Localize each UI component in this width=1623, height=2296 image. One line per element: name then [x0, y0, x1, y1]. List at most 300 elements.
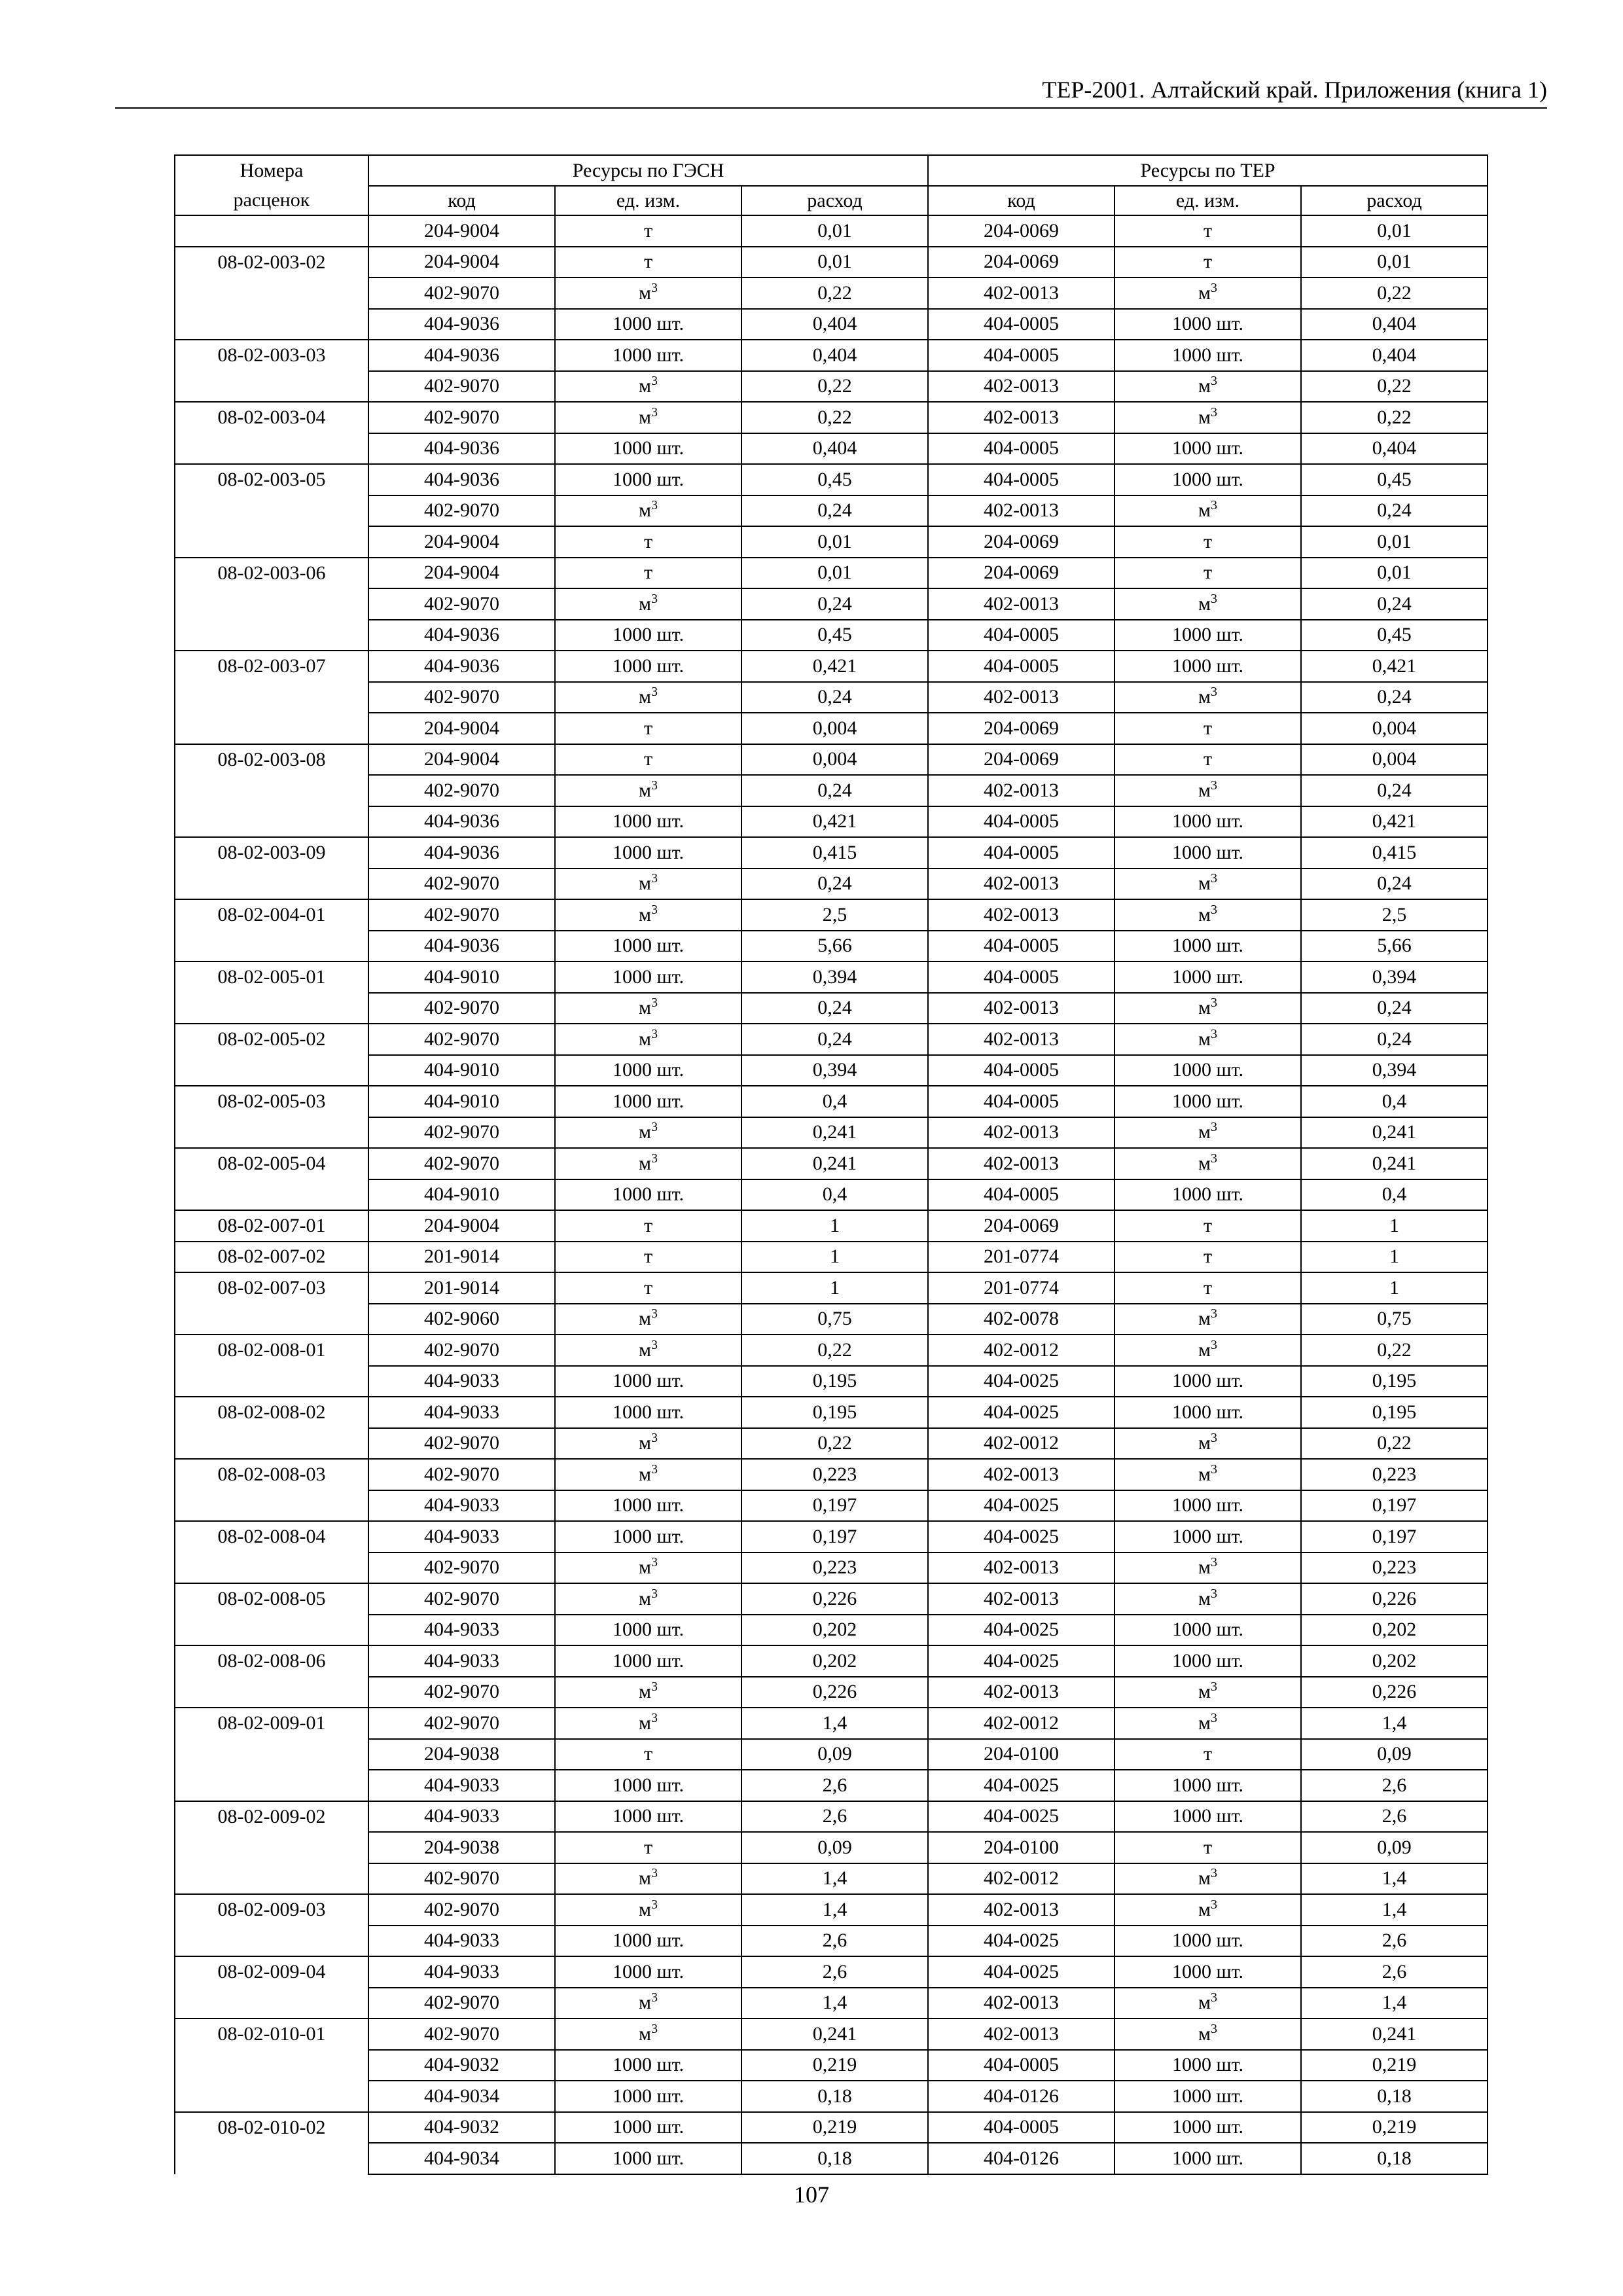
ter-unit-cell: $м^3$ [1115, 1583, 1301, 1615]
gesn-unit-cell: $м^3$ [555, 1583, 741, 1615]
gesn-code-cell: 404-9033 [368, 1770, 555, 1801]
gesn-unit-cell: 1000 шт. [555, 1801, 741, 1833]
ter-unit-cell: 1000 шт. [1115, 1179, 1301, 1211]
gesn-code-cell: 204-9038 [368, 1832, 555, 1863]
gesn-consumption-cell: 0,24 [741, 1024, 928, 1055]
ter-unit-cell: $м^3$ [1115, 2018, 1301, 2050]
rate-number-cell [175, 495, 368, 527]
ter-consumption-cell: 1,4 [1301, 1894, 1488, 1926]
ter-unit-cell: т [1115, 1832, 1301, 1863]
table-row [175, 1397, 1488, 1428]
gesn-code-cell: 404-9036 [368, 806, 555, 838]
gesn-unit-cell: $м^3$ [555, 775, 741, 806]
ter-unit-cell: $м^3$ [1115, 588, 1301, 620]
rate-number-cell [175, 775, 368, 806]
gesn-consumption-cell: 1,4 [741, 1894, 928, 1926]
ter-consumption-cell: 0,202 [1301, 1645, 1488, 1677]
table-row [175, 2112, 1488, 2144]
ter-consumption-cell: 1,4 [1301, 1988, 1488, 2019]
ter-consumption-cell: 0,24 [1301, 495, 1488, 527]
gesn-consumption-cell: 2,5 [741, 899, 928, 931]
table-row [175, 1148, 1488, 1179]
gesn-unit-header: ед. изм. [555, 186, 741, 215]
ter-code-cell: 402-0013 [928, 1677, 1115, 1708]
gesn-unit-cell: $м^3$ [555, 1024, 741, 1055]
ter-code-cell: 404-0005 [928, 651, 1115, 682]
gesn-unit-cell: $м^3$ [555, 278, 741, 309]
ter-unit-cell: 1000 шт. [1115, 1086, 1301, 1117]
gesn-consumption-cell: 0,394 [741, 1055, 928, 1086]
gesn-consumption-cell: 0,09 [741, 1739, 928, 1770]
ter-code-cell: 204-0069 [928, 247, 1115, 278]
ter-code-cell: 404-0126 [928, 2081, 1115, 2112]
rate-number-cell [175, 588, 368, 620]
gesn-consumption-cell: 0,219 [741, 2050, 928, 2081]
ter-unit-cell: т [1115, 1210, 1301, 1242]
gesn-consumption-cell: 0,22 [741, 1335, 928, 1366]
gesn-consumption-cell: 0,241 [741, 1148, 928, 1179]
gesn-unit-cell: 1000 шт. [555, 1055, 741, 1086]
gesn-consumption-cell: 0,01 [741, 526, 928, 558]
rate-number-cell [175, 1428, 368, 1460]
ter-consumption-cell: 0,219 [1301, 2112, 1488, 2144]
ter-code-cell: 402-0013 [928, 1583, 1115, 1615]
table-body [175, 215, 1488, 2174]
table-row [175, 931, 1488, 962]
gesn-code-cell: 204-9004 [368, 713, 555, 744]
page-number: 107 [794, 2181, 829, 2208]
rate-number-cell [175, 1117, 368, 1149]
table-row [175, 1335, 1488, 1366]
rate-number-cell [175, 309, 368, 340]
ter-unit-cell: $м^3$ [1115, 1024, 1301, 1055]
ter-consumption-cell: 1,4 [1301, 1863, 1488, 1895]
gesn-code-cell: 404-9010 [368, 961, 555, 993]
rate-number-cell [175, 2143, 368, 2174]
gesn-consumption-cell: 0,415 [741, 837, 928, 869]
ter-consumption-cell: 0,421 [1301, 651, 1488, 682]
ter-code-cell: 201-0774 [928, 1242, 1115, 1273]
gesn-consumption-cell: 0,223 [741, 1552, 928, 1584]
ter-unit-cell: 1000 шт. [1115, 1801, 1301, 1833]
table-row [175, 2143, 1488, 2174]
gesn-code-cell: 404-9034 [368, 2143, 555, 2174]
gesn-unit-cell: $м^3$ [555, 1863, 741, 1895]
ter-consumption-cell: 0,09 [1301, 1832, 1488, 1863]
table-header [175, 155, 1488, 215]
ter-code-cell: 404-0025 [928, 1615, 1115, 1646]
ter-consumption-cell: 0,01 [1301, 558, 1488, 589]
ter-unit-cell: $м^3$ [1115, 869, 1301, 900]
ter-consumption-cell: 2,6 [1301, 1770, 1488, 1801]
gesn-code-cell: 204-9038 [368, 1739, 555, 1770]
table-row [175, 1304, 1488, 1335]
table-row [175, 1894, 1488, 1926]
ter-consumption-cell: 0,22 [1301, 1428, 1488, 1460]
table-row [175, 215, 1488, 247]
gesn-code-cell: 204-9004 [368, 558, 555, 589]
gesn-code-cell: 404-9036 [368, 340, 555, 371]
gesn-unit-cell: 1000 шт. [555, 1366, 741, 1397]
rate-number-cell [175, 806, 368, 838]
gesn-code-cell: 402-9070 [368, 1024, 555, 1055]
gesn-consumption-cell: 5,66 [741, 931, 928, 962]
gesn-unit-cell: 1000 шт. [555, 433, 741, 465]
ter-unit-cell: 1000 шт. [1115, 961, 1301, 993]
ter-code-cell: 404-0005 [928, 2112, 1115, 2144]
rate-number-cell [175, 682, 368, 713]
ter-code-cell: 402-0012 [928, 1428, 1115, 1460]
gesn-consumption-cell: 0,24 [741, 682, 928, 713]
gesn-unit-cell: 1000 шт. [555, 1397, 741, 1428]
table-row [175, 340, 1488, 371]
gesn-code-cell: 402-9070 [368, 1148, 555, 1179]
gesn-code-cell: 404-9036 [368, 837, 555, 869]
ter-code-cell: 404-0025 [928, 1801, 1115, 1833]
ter-unit-cell: 1000 шт. [1115, 2050, 1301, 2081]
ter-unit-cell: 1000 шт. [1115, 1956, 1301, 1988]
ter-unit-cell: т [1115, 526, 1301, 558]
table-row [175, 1739, 1488, 1770]
gesn-unit-cell: $м^3$ [555, 899, 741, 931]
table-row [175, 620, 1488, 651]
table-row [175, 2050, 1488, 2081]
gesn-unit-cell: т [555, 526, 741, 558]
ter-consumption-cell: 0,404 [1301, 433, 1488, 465]
gesn-consumption-cell: 0,09 [741, 1832, 928, 1863]
table-row [175, 1086, 1488, 1117]
gesn-unit-cell: $м^3$ [555, 1459, 741, 1490]
gesn-consumption-cell: 0,4 [741, 1086, 928, 1117]
ter-unit-cell: $м^3$ [1115, 775, 1301, 806]
gesn-unit-cell: $м^3$ [555, 1428, 741, 1460]
ter-consumption-cell: 0,197 [1301, 1490, 1488, 1522]
gesn-consumption-cell: 0,22 [741, 371, 928, 403]
ter-consumption-cell: 5,66 [1301, 931, 1488, 962]
gesn-consumption-cell: 0,24 [741, 869, 928, 900]
ter-consumption-cell: 0,24 [1301, 775, 1488, 806]
gesn-unit-cell: т [555, 1272, 741, 1304]
rate-number-cell [175, 713, 368, 744]
table-row [175, 1770, 1488, 1801]
ter-consumption-cell: 0,195 [1301, 1366, 1488, 1397]
ter-code-cell: 402-0013 [928, 2018, 1115, 2050]
gesn-unit-cell: $м^3$ [555, 1148, 741, 1179]
ter-unit-cell: 1000 шт. [1115, 806, 1301, 838]
ter-consumption-cell: 0,24 [1301, 993, 1488, 1024]
table-row [175, 869, 1488, 900]
ter-unit-cell: $м^3$ [1115, 1304, 1301, 1335]
ter-code-cell: 404-0005 [928, 1055, 1115, 1086]
gesn-code-cell: 402-9060 [368, 1304, 555, 1335]
ter-consumption-cell: 0,22 [1301, 1335, 1488, 1366]
gesn-consumption-cell: 0,01 [741, 247, 928, 278]
ter-consumption-cell: 0,24 [1301, 1024, 1488, 1055]
gesn-code-cell: 402-9070 [368, 682, 555, 713]
ter-unit-cell: 1000 шт. [1115, 1615, 1301, 1646]
ter-consumption-cell: 0,404 [1301, 309, 1488, 340]
ter-consumption-cell: 0,197 [1301, 1521, 1488, 1552]
rate-number-cell [175, 620, 368, 651]
gesn-code-cell: 404-9036 [368, 433, 555, 465]
gesn-code-cell: 404-9036 [368, 931, 555, 962]
table-row [175, 1242, 1488, 1273]
rate-number-cell: 08-02-005-02 [175, 1024, 368, 1055]
gesn-code-header: код [368, 186, 555, 215]
gesn-unit-cell: 1000 шт. [555, 806, 741, 838]
table-row [175, 1988, 1488, 2019]
ter-unit-cell: $м^3$ [1115, 1863, 1301, 1895]
gesn-consumption-cell: 0,195 [741, 1366, 928, 1397]
ter-unit-cell: $м^3$ [1115, 1708, 1301, 1739]
gesn-unit-cell: 1000 шт. [555, 2050, 741, 2081]
gesn-code-cell: 404-9010 [368, 1086, 555, 1117]
rate-number-cell [175, 869, 368, 900]
gesn-consumption-cell: 0,4 [741, 1179, 928, 1211]
gesn-unit-cell: т [555, 713, 741, 744]
rate-number-cell: 08-02-007-02 [175, 1242, 368, 1273]
gesn-unit-cell: т [555, 558, 741, 589]
ter-code-cell: 402-0013 [928, 371, 1115, 403]
gesn-code-cell: 201-9014 [368, 1272, 555, 1304]
ter-consumption-cell: 1 [1301, 1210, 1488, 1242]
ter-code-cell: 404-0005 [928, 931, 1115, 962]
ter-consumption-cell: 0,75 [1301, 1304, 1488, 1335]
gesn-unit-cell: 1000 шт. [555, 1645, 741, 1677]
gesn-unit-cell: $м^3$ [555, 1708, 741, 1739]
rate-number-cell [175, 1304, 368, 1335]
ter-unit-cell: $м^3$ [1115, 993, 1301, 1024]
gesn-code-cell: 402-9070 [368, 1708, 555, 1739]
gesn-code-cell: 404-9033 [368, 1926, 555, 1957]
gesn-code-cell: 402-9070 [368, 1428, 555, 1460]
ter-resources-header: Ресурсы по ТЕР [928, 155, 1488, 186]
ter-code-cell: 402-0013 [928, 899, 1115, 931]
rate-number-cell [175, 1055, 368, 1086]
rate-number-cell: 08-02-008-06 [175, 1645, 368, 1677]
gesn-unit-cell: 1000 шт. [555, 1615, 741, 1646]
ter-unit-cell: 1000 шт. [1115, 1926, 1301, 1957]
gesn-unit-cell: 1000 шт. [555, 1956, 741, 1988]
gesn-unit-cell: т [555, 1210, 741, 1242]
ter-unit-cell: $м^3$ [1115, 1148, 1301, 1179]
gesn-code-cell: 404-9032 [368, 2050, 555, 2081]
gesn-code-cell: 402-9070 [368, 869, 555, 900]
rate-number-cell [175, 1739, 368, 1770]
table-row [175, 713, 1488, 744]
ter-consumption-cell: 0,22 [1301, 402, 1488, 433]
ter-consumption-cell: 0,223 [1301, 1459, 1488, 1490]
gesn-unit-cell: т [555, 247, 741, 278]
rate-number-cell: 08-02-009-03 [175, 1894, 368, 1926]
gesn-consumption-cell: 0,24 [741, 495, 928, 527]
ter-unit-cell: т [1115, 215, 1301, 247]
ter-consumption-cell: 2,6 [1301, 1956, 1488, 1988]
gesn-unit-cell: 1000 шт. [555, 651, 741, 682]
gesn-code-cell: 201-9014 [368, 1242, 555, 1273]
ter-code-cell: 404-0005 [928, 961, 1115, 993]
gesn-unit-cell: 1000 шт. [555, 837, 741, 869]
rate-number-cell: 08-02-005-01 [175, 961, 368, 993]
table-row [175, 588, 1488, 620]
ter-unit-cell: $м^3$ [1115, 1428, 1301, 1460]
rate-number-cell [175, 278, 368, 309]
ter-code-cell: 204-0100 [928, 1832, 1115, 1863]
ter-consumption-cell: 0,01 [1301, 215, 1488, 247]
gesn-consumption-cell: 0,202 [741, 1615, 928, 1646]
gesn-consumption-cell: 0,197 [741, 1490, 928, 1522]
header-row-groups [175, 155, 1488, 186]
document-title: ТЕР-2001. Алтайский край. Приложения (книга 1) [1042, 77, 1547, 103]
table-row [175, 775, 1488, 806]
ter-code-cell: 402-0012 [928, 1708, 1115, 1739]
gesn-code-cell: 402-9070 [368, 775, 555, 806]
gesn-unit-cell: 1000 шт. [555, 1521, 741, 1552]
gesn-consumption-cell: 0,241 [741, 2018, 928, 2050]
gesn-code-cell: 404-9036 [368, 464, 555, 495]
gesn-unit-cell: 1000 шт. [555, 2081, 741, 2112]
gesn-unit-cell: $м^3$ [555, 1988, 741, 2019]
ter-unit-cell: 1000 шт. [1115, 464, 1301, 495]
ter-unit-cell: 1000 шт. [1115, 2143, 1301, 2174]
ter-code-cell: 204-0069 [928, 215, 1115, 247]
gesn-code-cell: 404-9033 [368, 1397, 555, 1428]
ter-consumption-cell: 2,6 [1301, 1926, 1488, 1957]
ter-unit-cell: 1000 шт. [1115, 1770, 1301, 1801]
gesn-consumption-cell: 0,404 [741, 433, 928, 465]
gesn-unit-cell: $м^3$ [555, 1677, 741, 1708]
gesn-consumption-cell: 2,6 [741, 1801, 928, 1833]
table-row [175, 961, 1488, 993]
gesn-unit-cell: $м^3$ [555, 682, 741, 713]
ter-consumption-cell: 0,421 [1301, 806, 1488, 838]
gesn-unit-cell: $м^3$ [555, 1335, 741, 1366]
ter-unit-cell: $м^3$ [1115, 1459, 1301, 1490]
ter-consumption-cell: 0,4 [1301, 1179, 1488, 1211]
gesn-code-cell: 402-9070 [368, 402, 555, 433]
gesn-unit-cell: $м^3$ [555, 588, 741, 620]
gesn-consumption-cell: 0,24 [741, 993, 928, 1024]
rate-number-cell: 08-02-003-08 [175, 744, 368, 776]
rate-number-cell: 08-02-010-02 [175, 2112, 368, 2144]
table-row [175, 1055, 1488, 1086]
resources-table [174, 154, 1488, 2175]
ter-consumption-cell: 0,241 [1301, 1148, 1488, 1179]
gesn-unit-cell: $м^3$ [555, 1894, 741, 1926]
rate-number-cell [175, 931, 368, 962]
ter-unit-cell: $м^3$ [1115, 899, 1301, 931]
gesn-unit-cell: т [555, 1739, 741, 1770]
ter-unit-cell: 1000 шт. [1115, 340, 1301, 371]
ter-unit-cell: $м^3$ [1115, 402, 1301, 433]
rate-number-cell [175, 1366, 368, 1397]
gesn-unit-cell: $м^3$ [555, 402, 741, 433]
gesn-code-cell: 402-9070 [368, 278, 555, 309]
ter-unit-cell: 1000 шт. [1115, 620, 1301, 651]
ter-unit-cell: $м^3$ [1115, 371, 1301, 403]
ter-unit-cell: 1000 шт. [1115, 309, 1301, 340]
ter-consumption-cell: 0,22 [1301, 371, 1488, 403]
ter-code-cell: 204-0100 [928, 1739, 1115, 1770]
gesn-code-cell: 204-9004 [368, 247, 555, 278]
gesn-consumption-cell: 0,45 [741, 464, 928, 495]
table-row [175, 1459, 1488, 1490]
ter-code-cell: 404-0005 [928, 1086, 1115, 1117]
gesn-consumption-cell: 0,202 [741, 1645, 928, 1677]
ter-code-cell: 204-0069 [928, 526, 1115, 558]
gesn-consumption-cell: 1,4 [741, 1863, 928, 1895]
rate-numbers-header-line2: расценок [175, 186, 368, 215]
table-row [175, 993, 1488, 1024]
gesn-code-cell: 402-9070 [368, 1552, 555, 1584]
gesn-consumption-cell: 2,6 [741, 1926, 928, 1957]
ter-consumption-cell: 0,004 [1301, 713, 1488, 744]
ter-consumption-cell: 0,01 [1301, 247, 1488, 278]
table-row [175, 682, 1488, 713]
gesn-unit-cell: 1000 шт. [555, 961, 741, 993]
gesn-code-cell: 404-9036 [368, 620, 555, 651]
gesn-code-cell: 404-9010 [368, 1055, 555, 1086]
rate-number-cell: 08-02-003-03 [175, 340, 368, 371]
ter-code-cell: 402-0013 [928, 278, 1115, 309]
table-row [175, 806, 1488, 838]
gesn-consumption-cell: 0,404 [741, 340, 928, 371]
gesn-consumption-cell: 0,004 [741, 744, 928, 776]
ter-code-cell: 404-0025 [928, 1521, 1115, 1552]
rate-number-cell: 08-02-005-04 [175, 1148, 368, 1179]
gesn-code-cell: 402-9070 [368, 993, 555, 1024]
rate-number-cell [175, 993, 368, 1024]
gesn-consumption-cell: 2,6 [741, 1956, 928, 1988]
gesn-code-cell: 404-9036 [368, 309, 555, 340]
rate-number-cell [175, 1832, 368, 1863]
rate-number-cell: 08-02-008-03 [175, 1459, 368, 1490]
gesn-code-cell: 402-9070 [368, 1988, 555, 2019]
rate-number-cell: 08-02-003-05 [175, 464, 368, 495]
rate-number-cell: 08-02-009-04 [175, 1956, 368, 1988]
gesn-unit-cell: $м^3$ [555, 1304, 741, 1335]
ter-code-cell: 402-0013 [928, 775, 1115, 806]
table-row [175, 1708, 1488, 1739]
gesn-unit-cell: 1000 шт. [555, 309, 741, 340]
ter-code-cell: 402-0013 [928, 682, 1115, 713]
ter-consumption-cell: 0,223 [1301, 1552, 1488, 1584]
ter-consumption-cell: 0,226 [1301, 1677, 1488, 1708]
table-row [175, 1210, 1488, 1242]
gesn-consumption-cell: 0,24 [741, 775, 928, 806]
gesn-consumption-cell: 0,004 [741, 713, 928, 744]
ter-code-cell: 402-0013 [928, 1117, 1115, 1149]
gesn-code-cell: 402-9070 [368, 2018, 555, 2050]
ter-code-cell: 204-0069 [928, 744, 1115, 776]
table-row [175, 1366, 1488, 1397]
gesn-unit-cell: $м^3$ [555, 1552, 741, 1584]
gesn-unit-cell: т [555, 1242, 741, 1273]
ter-unit-cell: 1000 шт. [1115, 2081, 1301, 2112]
rate-number-cell: 08-02-003-07 [175, 651, 368, 682]
rate-number-cell: 08-02-003-06 [175, 558, 368, 589]
ter-unit-cell: т [1115, 1272, 1301, 1304]
rate-number-cell [175, 1988, 368, 2019]
ter-code-cell: 402-0013 [928, 869, 1115, 900]
table-row [175, 1615, 1488, 1646]
gesn-code-cell: 402-9070 [368, 495, 555, 527]
gesn-code-cell: 402-9070 [368, 899, 555, 931]
ter-code-cell: 404-0005 [928, 2050, 1115, 2081]
gesn-consumption-cell: 0,241 [741, 1117, 928, 1149]
table-row [175, 402, 1488, 433]
ter-code-cell: 402-0013 [928, 1988, 1115, 2019]
